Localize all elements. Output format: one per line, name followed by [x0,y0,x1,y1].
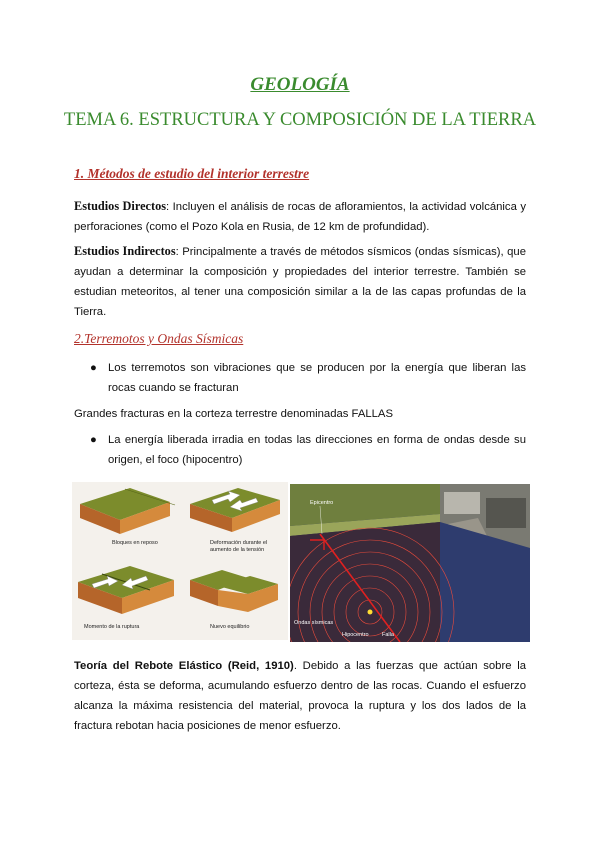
fault-blocks-illustration [72,482,288,640]
section2-heading: 2.Terremotos y Ondas Sísmicas [74,331,244,346]
indirect-studies-text: : Principalmente a través de métodos sísmicos (ondas sísmicas), que ayudan a determinar la composición y propiedades del interior terrestre. También se estudian meteoritos, al tener una composición similar a la de las capas profundas de la Tierra. [74,246,526,318]
label-hypocenter: Hipocentro [342,632,369,638]
block-at-rest [80,488,175,534]
topic-title: TEMA 6. ESTRUCTURA Y COMPOSICIÓN DE LA TIERRA [63,110,537,130]
main-title: GEOLOGÍA [250,74,350,95]
label-epicenter: Epicentro [310,500,334,506]
label-seismic-waves: Ondas sísmicas [294,620,334,626]
label-rupture: Momento de la ruptura [84,624,140,630]
earthquake-illustration [290,484,530,642]
block-deforming [190,488,280,532]
elastic-rebound-term: Teoría del Rebote Elástico (Reid, 1910) [74,660,294,672]
bullet-text: La energía liberada irradia en todas las direcciones en forma de ondas desde su origen, el foco (hipocentro) [108,434,526,466]
label-fault: Falla [382,632,394,638]
label-deformation-1: Deformación durante el [210,540,268,546]
direct-studies-text: : Incluyen el análisis de rocas de afloramientos, la actividad volcánica y perforaciones (como el Pozo Kola en Rusia, de 12 km de profundidad). [74,201,526,233]
bullet-dot-icon: ● [90,434,97,446]
faults-line: Grandes fracturas en la corteza terrestre denominadas FALLAS [74,408,393,420]
fault-blocks-figure [72,482,288,640]
earthquake-cross-section-figure [290,484,530,642]
elastic-rebound-text: . Debido a las fuerzas que actúan sobre la corteza, ésta se deforma, acumulando esfuerzo dentro de las rocas. Cuando el esfuerzo alcanza la máxima resistencia del material, provoca la ruptura y los dos lados de la fractura rebotan hacia posiciones de menor esfuerzo. [74,660,526,732]
bullet-dot-icon: ● [90,362,97,374]
label-deformation-2: aumento de la tensión [210,547,265,553]
block-rupture [78,566,174,614]
indirect-studies-paragraph [74,241,526,322]
label-blocks-rest: Bloques en reposo [112,540,158,546]
section1-heading: 1. Métodos de estudio del interior terrestre [74,166,310,181]
elastic-rebound-paragraph [74,656,526,736]
direct-studies-term: Estudios Directos [74,199,167,213]
indirect-studies-term: Estudios Indirectos [74,244,176,258]
bullet-text: Los terremotos son vibraciones que se producen por la energía que liberan las rocas cuando se fracturan [108,362,526,394]
direct-studies-paragraph [74,196,526,237]
hypocenter-marker [368,610,373,615]
label-new-equilibrium: Nuevo equilibrio [210,624,250,630]
block-new-equilibrium [190,570,278,612]
